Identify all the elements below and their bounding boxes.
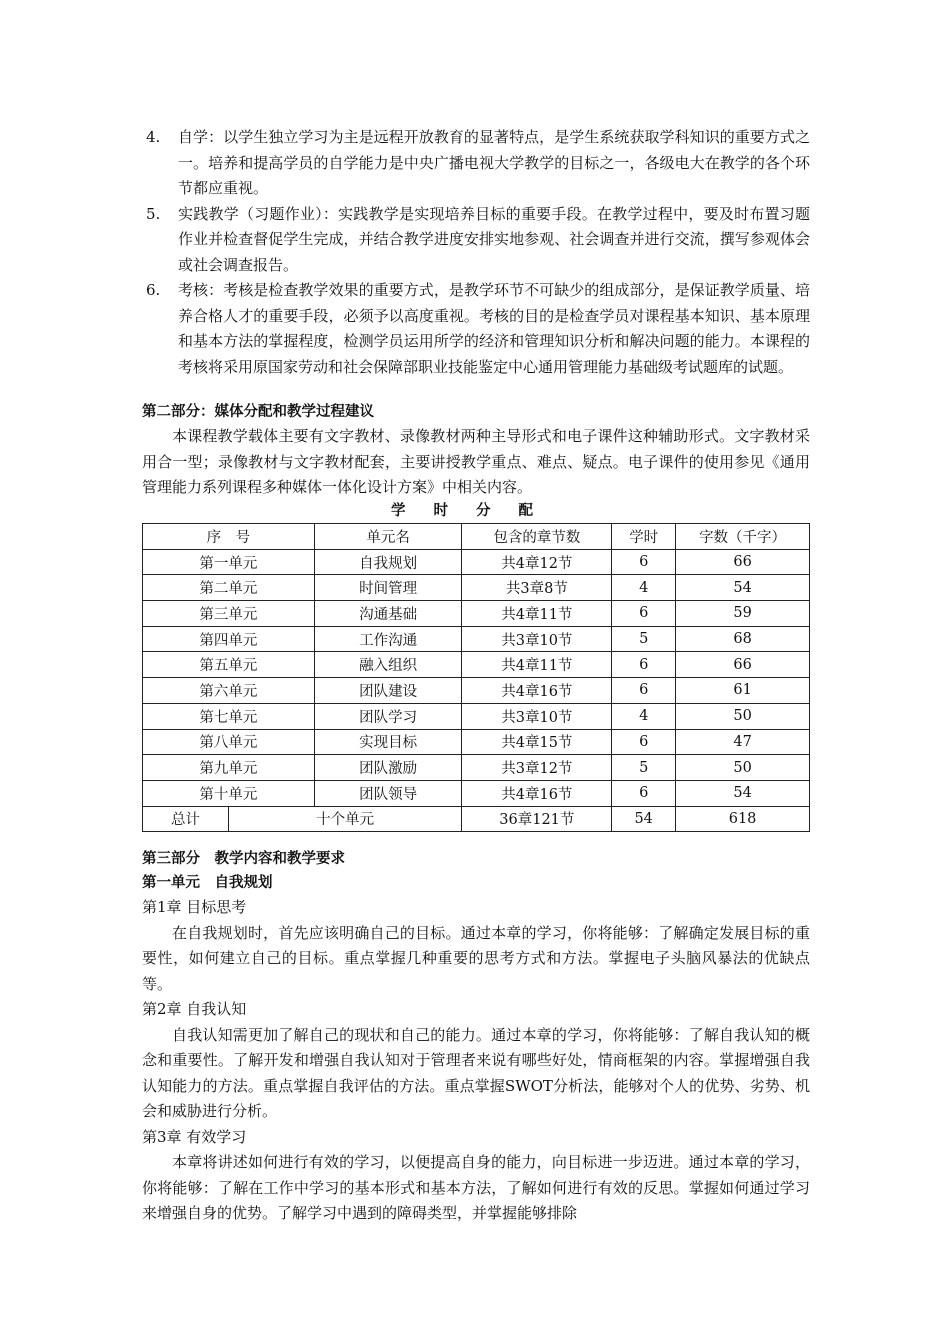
cell: 时间管理 bbox=[314, 575, 462, 601]
chapter-title: 第3章 有效学习 bbox=[142, 1127, 247, 1146]
cell: 50 bbox=[676, 755, 810, 781]
table-total-row bbox=[143, 806, 810, 832]
table-row bbox=[143, 755, 810, 781]
list-item bbox=[142, 278, 810, 380]
list-item bbox=[142, 125, 810, 202]
cell: 共3章12节 bbox=[462, 755, 612, 781]
table-row bbox=[143, 575, 810, 601]
total-words: 618 bbox=[676, 806, 810, 832]
table-row bbox=[143, 652, 810, 678]
cell: 共4章16节 bbox=[462, 780, 612, 806]
cell: 共3章10节 bbox=[462, 703, 612, 729]
cell: 融入组织 bbox=[314, 652, 462, 678]
cell: 61 bbox=[676, 678, 810, 704]
cell: 工作沟通 bbox=[314, 626, 462, 652]
cell: 第九单元 bbox=[143, 755, 315, 781]
part2-paragraph: 本课程教学载体主要有文字教材、录像教材两种主导形式和电子课件这种辅助形式。文字教材采用合一型；录像教材与文字教材配套，主要讲授教学重点、难点、疑点。电子课件的使用参见《通用管理能力系列课程多种媒体一体化设计方案》中相关内容。 bbox=[142, 427, 810, 496]
cell: 66 bbox=[676, 549, 810, 575]
cell: 共4章12节 bbox=[462, 549, 612, 575]
chapter-paragraph: 自我认知需更加了解自己的现状和自己的能力。通过本章的学习，你将能够：了解自我认知的概念和重要性。了解开发和增强自我认知对于管理者来说有哪些好处，情商框架的内容。掌握增强自我认知能力的方法。重点掌握自我评估的方法。重点掌握SWOT分析法，能够对个人的优势、劣势、机会和威胁进行分析。 bbox=[142, 1025, 810, 1120]
header-cell: 字数（千字） bbox=[676, 524, 810, 550]
chapter-title: 第2章 自我认知 bbox=[142, 1000, 247, 1018]
header-cell: 序 号 bbox=[143, 524, 315, 550]
cell: 团队学习 bbox=[314, 703, 462, 729]
cell: 沟通基础 bbox=[314, 601, 462, 627]
cell: 4 bbox=[612, 703, 676, 729]
cell: 6 bbox=[612, 601, 676, 627]
hours-table bbox=[142, 523, 810, 832]
cell: 共3章8节 bbox=[462, 575, 612, 601]
table-header-row bbox=[143, 524, 810, 550]
table-row bbox=[143, 729, 810, 755]
cell: 第十单元 bbox=[143, 780, 315, 806]
cell: 第一单元 bbox=[143, 549, 315, 575]
list-text: 实践教学（习题作业）：实践教学是实现培养目标的重要手段。在教学过程中，要及时布置习题作业并检查督促学生完成，并结合教学进度安排实地参观、社会调查并进行交流，撰写参观体会或社会调查报告。 bbox=[178, 204, 810, 274]
cell: 共4章16节 bbox=[462, 678, 612, 704]
cell: 59 bbox=[676, 601, 810, 627]
list-number: 5. bbox=[146, 204, 161, 223]
list-number: 6. bbox=[146, 281, 161, 299]
cell: 团队领导 bbox=[314, 780, 462, 806]
cell: 第三单元 bbox=[143, 601, 315, 627]
cell: 第七单元 bbox=[143, 703, 315, 729]
cell: 5 bbox=[612, 626, 676, 652]
cell: 共3章10节 bbox=[462, 626, 612, 652]
cell: 自我规划 bbox=[314, 549, 462, 575]
list-item bbox=[142, 202, 810, 279]
cell: 68 bbox=[676, 626, 810, 652]
table-row bbox=[143, 780, 810, 806]
table-row bbox=[143, 601, 810, 627]
chapter-title: 第1章 目标思考 bbox=[142, 898, 247, 916]
cell: 6 bbox=[612, 780, 676, 806]
list-text: 考核：考核是检查教学效果的重要方式，是教学环节不可缺少的组成部分，是保证教学质量、培养合格人才的重要手段，必须予以高度重视。考核的目的是检查学员对课程基本知识、基本原理和基本方法的掌握程度，检测学员运用所学的经济和管理知识分析和解决问题的能力。本课程的考核将采用原国家劳动和社会保障部职业技能鉴定中心通用管理能力基础级考试题库的试题。 bbox=[178, 281, 810, 376]
list-number: 4. bbox=[146, 128, 161, 146]
table-row bbox=[143, 626, 810, 652]
header-cell: 单元名 bbox=[314, 524, 462, 550]
cell: 共4章11节 bbox=[462, 601, 612, 627]
cell: 54 bbox=[676, 575, 810, 601]
cell: 第八单元 bbox=[143, 729, 315, 755]
cell: 团队建设 bbox=[314, 678, 462, 704]
numbered-list bbox=[142, 125, 810, 380]
unit-heading: 第一单元 自我规划 bbox=[142, 875, 273, 891]
cell: 第二单元 bbox=[143, 575, 315, 601]
chapter-paragraph: 在自我规划时，首先应该明确自己的目标。通过本章的学习，你将能够：了解确定发展目标的重要性，如何建立自己的目标。重点掌握几种重要的思考方式和方法。掌握电子头脑风暴法的优缺点等。 bbox=[142, 923, 810, 993]
total-chapters: 36章121节 bbox=[462, 806, 612, 832]
table-row bbox=[143, 678, 810, 704]
cell: 第六单元 bbox=[143, 678, 315, 704]
cell: 共4章11节 bbox=[462, 652, 612, 678]
cell: 第五单元 bbox=[143, 652, 315, 678]
table-row bbox=[143, 549, 810, 575]
table-row bbox=[143, 703, 810, 729]
cell: 47 bbox=[676, 729, 810, 755]
cell: 50 bbox=[676, 703, 810, 729]
cell: 5 bbox=[612, 755, 676, 781]
cell: 6 bbox=[612, 549, 676, 575]
cell: 66 bbox=[676, 652, 810, 678]
total-units: 十个单元 bbox=[228, 806, 462, 832]
total-hours: 54 bbox=[612, 806, 676, 832]
cell: 团队激励 bbox=[314, 755, 462, 781]
cell: 6 bbox=[612, 729, 676, 755]
part2-section bbox=[142, 400, 810, 501]
part2-heading: 第二部分：媒体分配和教学过程建议 bbox=[142, 404, 374, 420]
total-label: 总计 bbox=[143, 806, 229, 832]
cell: 第四单元 bbox=[143, 626, 315, 652]
cell: 54 bbox=[676, 780, 810, 806]
cell: 6 bbox=[612, 678, 676, 704]
cell: 共4章15节 bbox=[462, 729, 612, 755]
cell: 6 bbox=[612, 652, 676, 678]
header-cell: 学时 bbox=[612, 524, 676, 550]
part3-heading: 第三部分 教学内容和教学要求 bbox=[142, 851, 345, 867]
table-title: 学时分配 bbox=[391, 503, 561, 519]
cell: 4 bbox=[612, 575, 676, 601]
list-text: 自学：以学生独立学习为主是远程开放教育的显著特点，是学生系统获取学科知识的重要方式之一。培养和提高学员的自学能力是中央广播电视大学教学的目标之一，各级电大在教学的各个环节都应重视。 bbox=[178, 128, 810, 197]
header-cell: 包含的章节数 bbox=[462, 524, 612, 550]
cell: 实现目标 bbox=[314, 729, 462, 755]
part3-section bbox=[142, 847, 810, 1227]
chapter-paragraph: 本章将讲述如何进行有效的学习，以便提高自身的能力，向目标进一步迈进。通过本章的学习，你将能够：了解在工作中学习的基本形式和基本方法，了解如何进行有效的反思。掌握如何通过学习来增强自身的优势。了解学习中遇到的障碍类型，并掌握能够排除 bbox=[142, 1153, 810, 1222]
